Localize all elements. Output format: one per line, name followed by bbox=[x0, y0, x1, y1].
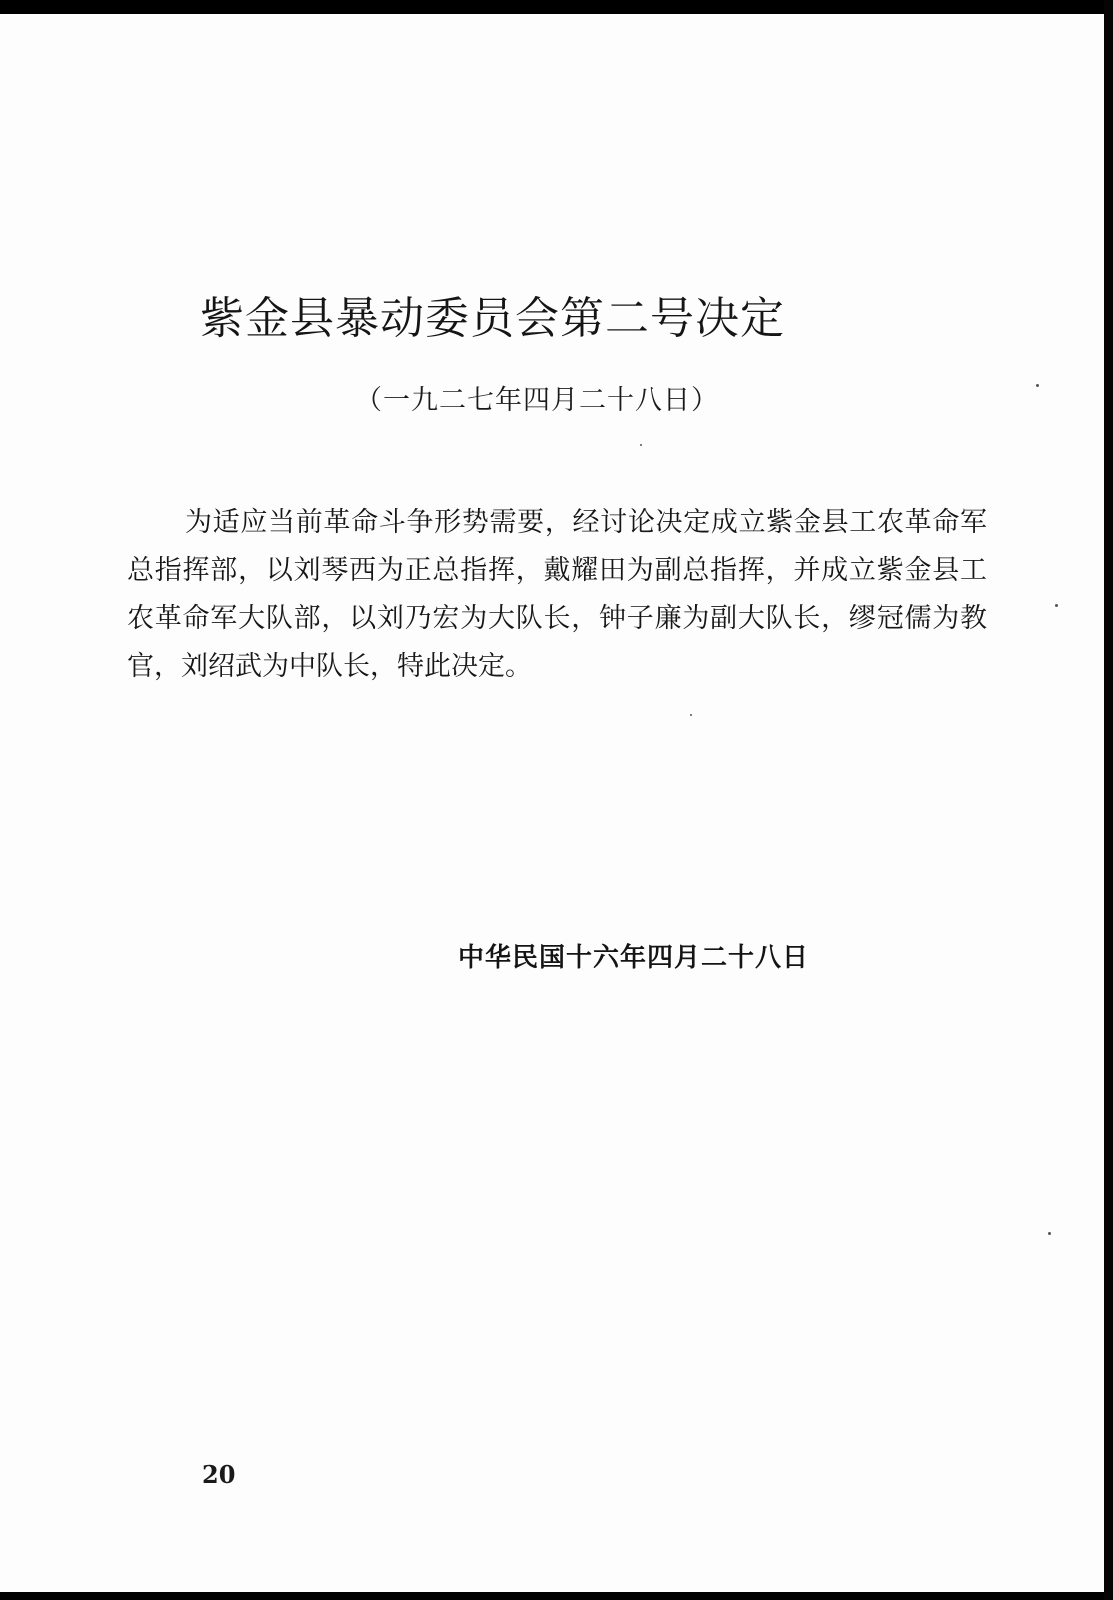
scan-speck bbox=[640, 444, 642, 446]
scan-speck bbox=[1048, 1232, 1051, 1235]
scan-speck bbox=[1055, 604, 1058, 607]
body-paragraph: 为适应当前革命斗争形势需要，经讨论决定成立紫金县工农革命军总指挥部，以刘琴西为正总指挥，戴耀田为副总指挥，并成立紫金县工农革命军大队部，以刘乃宏为大队长，钟子廉为副大队长，缪冠儒为教官，刘绍武为中队长，特此决定。 bbox=[127, 507, 987, 682]
document-title: 紫金县暴动委员会第二号决定 bbox=[200, 293, 785, 344]
page-number: 20 bbox=[202, 1460, 236, 1489]
date-subtitle: （一九二七年四月二十八日） bbox=[355, 385, 719, 416]
scan-speck bbox=[690, 714, 692, 716]
signature-date: 中华民国十六年四月二十八日 bbox=[458, 943, 810, 973]
paper-sheet bbox=[0, 14, 1104, 1592]
scan-speck bbox=[1036, 384, 1039, 387]
scan-right-edge bbox=[1104, 0, 1113, 1600]
